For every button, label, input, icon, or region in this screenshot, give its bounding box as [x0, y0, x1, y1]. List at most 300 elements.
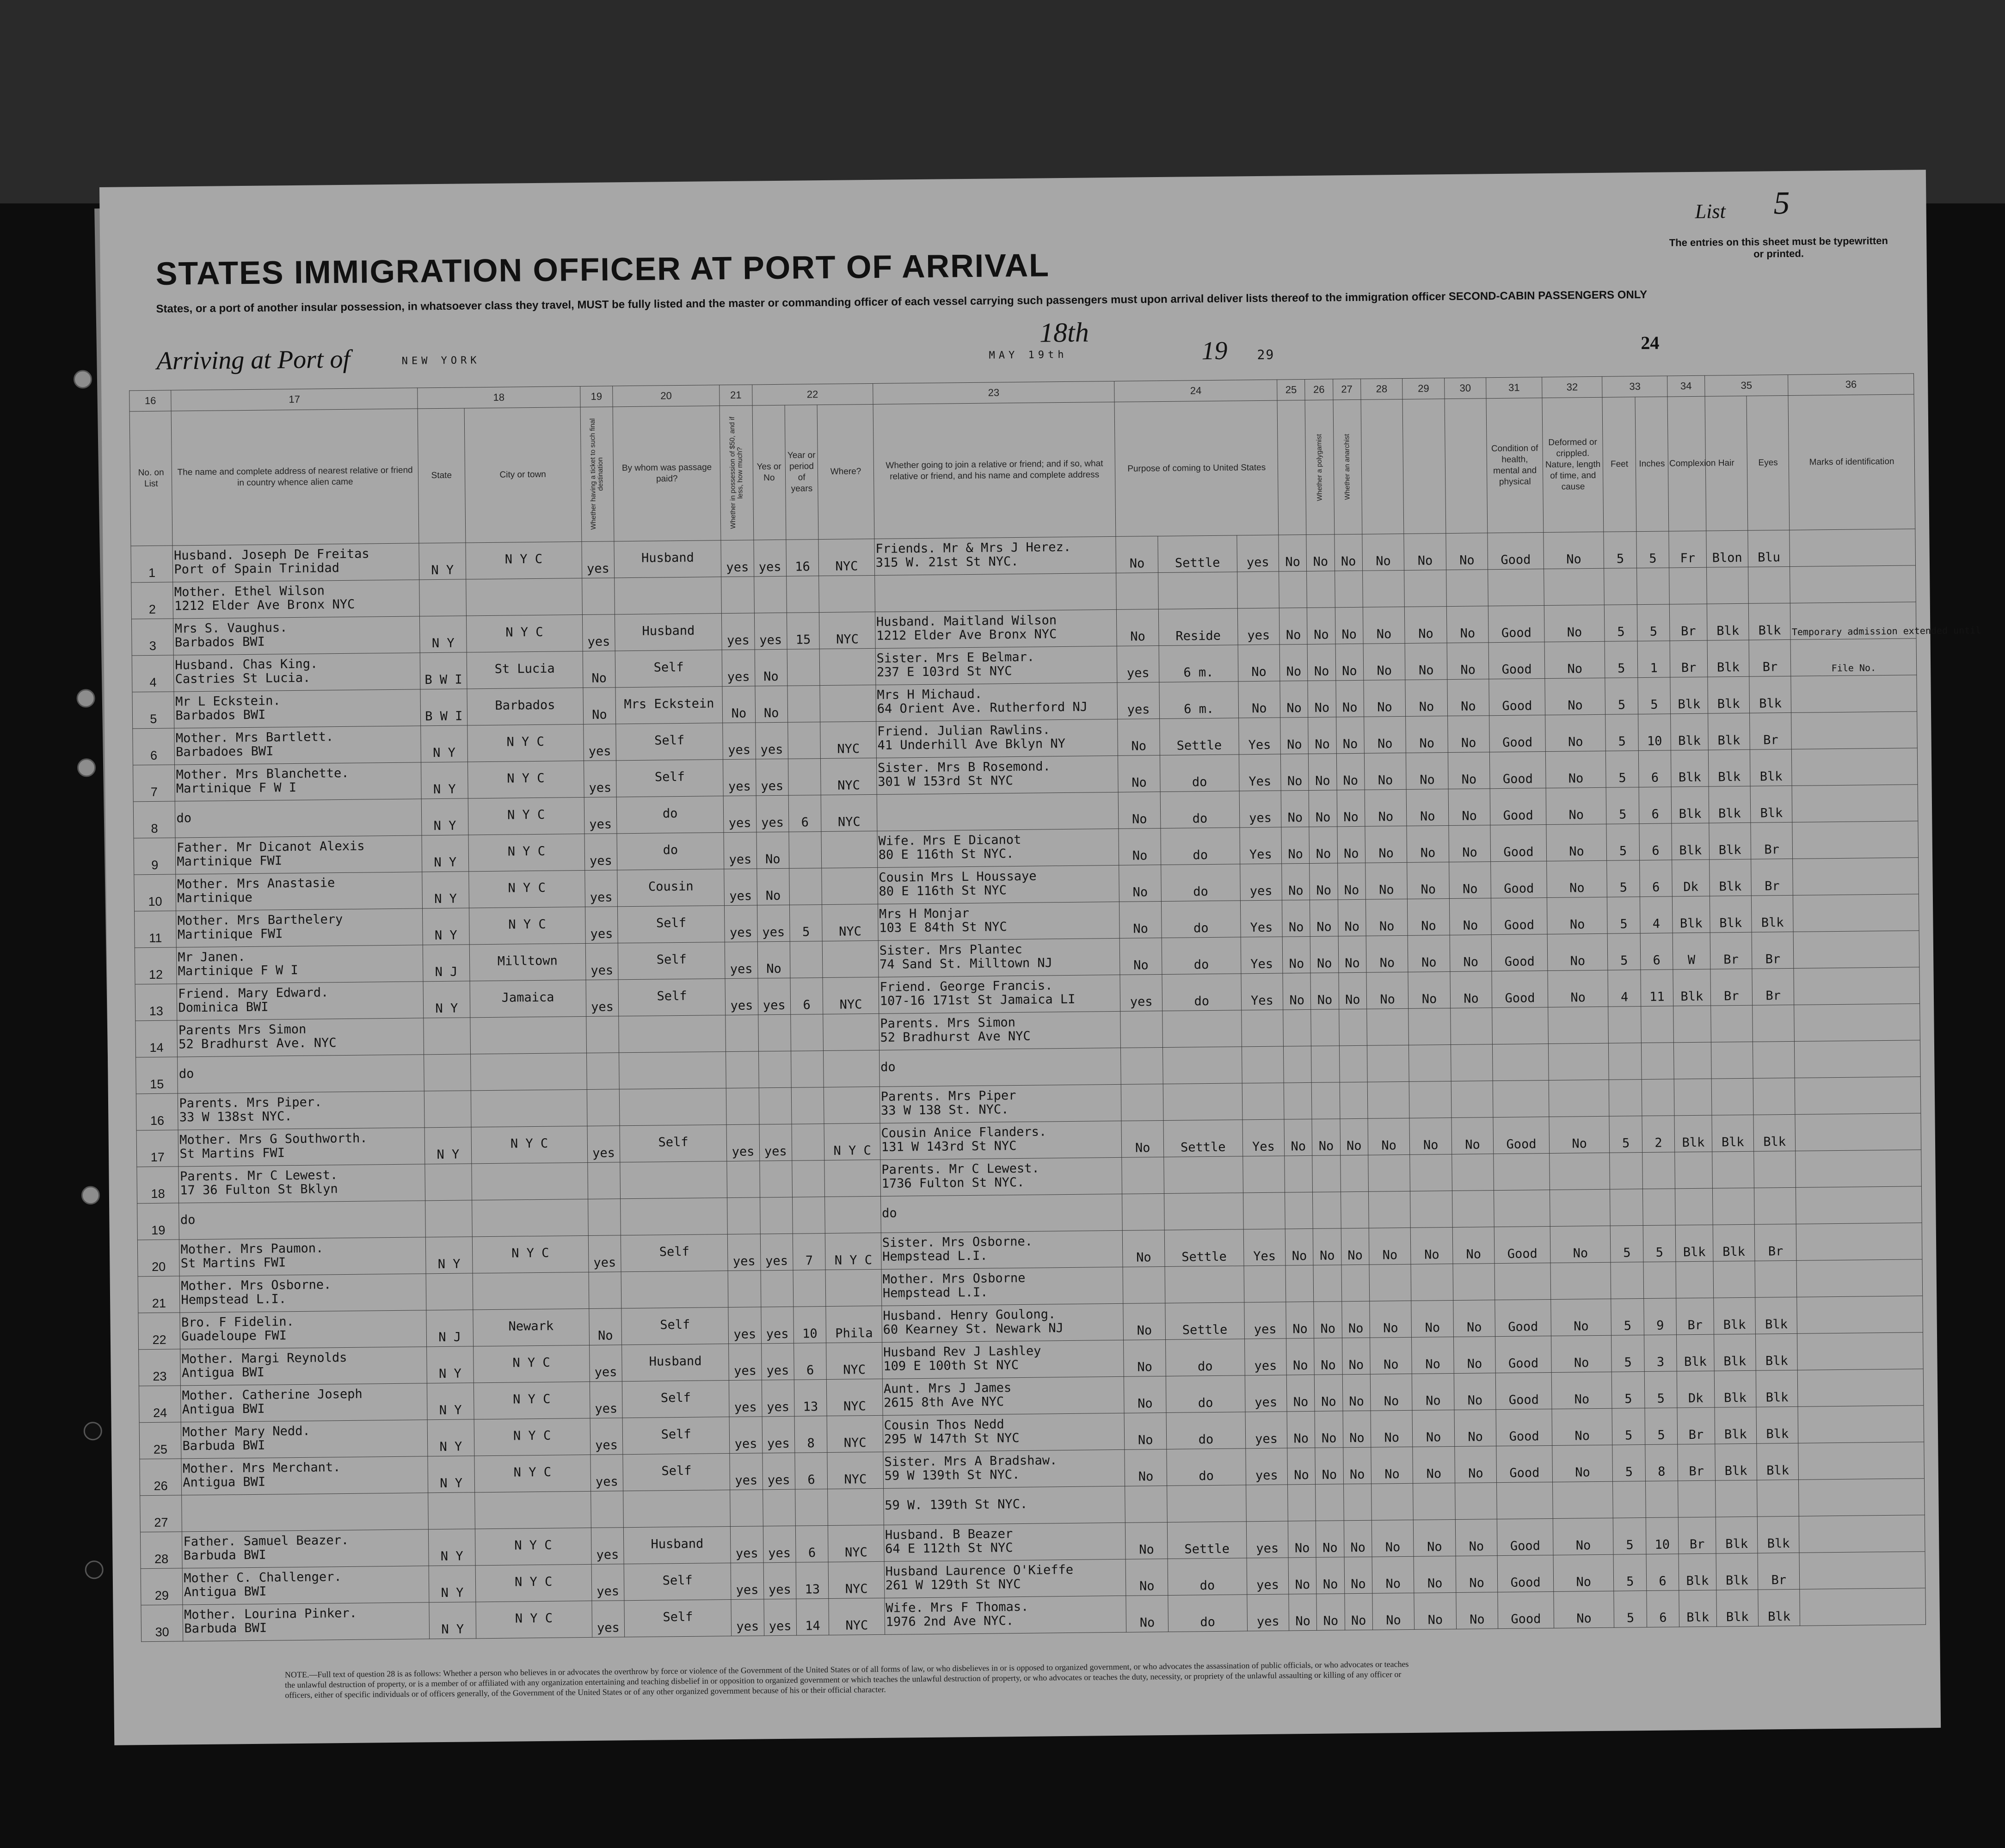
col29-cell	[1409, 1081, 1451, 1118]
col25-cell: No	[1280, 754, 1309, 791]
purpose-cell: No	[1119, 902, 1162, 939]
money-cell: No	[722, 686, 755, 723]
deformed-cell	[1550, 1262, 1611, 1299]
citizen-intent-cell	[1242, 1083, 1284, 1120]
years-cell: 6	[795, 1526, 828, 1563]
binder-hole	[81, 1186, 100, 1204]
marks-cell	[1792, 785, 1918, 823]
marks-cell	[1790, 529, 1915, 567]
marks-cell	[1793, 894, 1919, 932]
polygamist-cell: No	[1309, 790, 1337, 827]
joining-cell: Husband Laurence O'Kieffe 261 W 129th St NYC	[884, 1559, 1126, 1598]
ticket-cell: yes	[591, 1528, 624, 1565]
money-cell: yes	[725, 942, 757, 979]
complexion-cell: Blk	[1675, 1225, 1713, 1262]
anarchist-cell: No	[1340, 1118, 1368, 1155]
purpose-cell: No	[1123, 1303, 1165, 1340]
deformed-cell: No	[1549, 1116, 1610, 1153]
money-cell	[726, 1051, 759, 1088]
where-cell: N Y C	[824, 1123, 880, 1160]
colnum-21: 21	[720, 385, 752, 406]
col29-cell: No	[1407, 826, 1449, 863]
col28-cell: No	[1363, 607, 1405, 644]
complexion-cell	[1676, 1261, 1713, 1298]
marks-cell	[1792, 821, 1918, 859]
years-cell: 10	[793, 1307, 826, 1344]
length-of-stay-cell: Settle	[1165, 1302, 1245, 1340]
before-cell: yes	[762, 1380, 794, 1417]
money-cell: yes	[731, 1599, 764, 1636]
state-cell: N Y	[427, 1419, 474, 1456]
col29-cell: No	[1408, 899, 1450, 936]
row-number: 14	[135, 1020, 178, 1057]
citizen-intent-cell: Yes	[1240, 900, 1282, 937]
money-cell	[727, 1197, 760, 1234]
eyes-cell: Blk	[1749, 676, 1791, 713]
citizen-intent-cell: yes	[1246, 1521, 1288, 1558]
binder-hole	[84, 1422, 102, 1440]
anarchist-cell	[1339, 1045, 1367, 1082]
col28-cell	[1369, 1264, 1411, 1301]
before-cell: yes	[755, 722, 788, 759]
eyes-cell: Br	[1749, 639, 1791, 676]
joining-cell: Mrs H Monjar 103 E 84th St NYC	[878, 902, 1119, 940]
health-cell: Good	[1491, 898, 1547, 935]
years-cell: 8	[794, 1416, 827, 1453]
relative-cell: Mother. Margi Reynolds Antigua BWI	[180, 1347, 427, 1386]
joining-cell: Parents. Mrs Piper 33 W 138 St. NYC.	[879, 1084, 1121, 1123]
years-cell: 7	[793, 1234, 825, 1271]
col29-cell	[1411, 1264, 1453, 1301]
col30-cell: No	[1447, 679, 1489, 716]
purpose-cell	[1120, 1011, 1162, 1048]
col30-cell: No	[1447, 643, 1489, 680]
feet-cell: 5	[1605, 678, 1638, 715]
feet-cell: 5	[1604, 532, 1636, 569]
port-value: NEW YORK	[401, 355, 480, 367]
passage-paid-cell	[619, 1052, 726, 1089]
anarchist-cell	[1339, 1009, 1367, 1046]
polygamist-cell: No	[1310, 900, 1338, 937]
money-cell	[726, 1088, 759, 1125]
length-of-stay-cell: 6 m.	[1159, 681, 1239, 719]
inches-cell: 11	[1641, 970, 1673, 1007]
money-cell: yes	[722, 613, 755, 650]
where-cell: NYC	[819, 612, 875, 649]
passage-paid-cell	[619, 1015, 726, 1053]
state-cell	[424, 1091, 471, 1128]
before-cell: yes	[762, 1416, 795, 1453]
health-cell: Good	[1491, 934, 1547, 971]
year-suffix: 29	[1257, 347, 1275, 362]
ticket-cell: yes	[584, 870, 617, 907]
joining-cell: Sister. Mrs E Belmar. 237 E 103rd St NYC	[875, 646, 1117, 685]
complexion-cell: Blk	[1679, 1590, 1716, 1627]
feet-cell: 5	[1613, 1518, 1646, 1555]
eyes-cell	[1753, 1078, 1795, 1115]
feet-cell: 5	[1612, 1372, 1645, 1409]
before-cell: No	[756, 832, 789, 869]
marks-cell	[1799, 1515, 1925, 1553]
row-number: 8	[133, 801, 175, 838]
where-cell	[825, 1196, 881, 1233]
manifest-table	[129, 373, 1981, 1642]
inches-cell: 6	[1646, 1554, 1679, 1591]
marks-cell	[1798, 1369, 1924, 1407]
complexion-cell: Blk	[1673, 896, 1710, 933]
money-cell	[730, 1490, 763, 1527]
years-cell: 6	[793, 1343, 826, 1380]
deformed-cell	[1548, 1043, 1609, 1080]
years-cell	[791, 1087, 824, 1124]
deformed-cell: No	[1552, 1408, 1612, 1445]
where-cell: NYC	[823, 977, 879, 1014]
column-header-row	[129, 394, 1915, 546]
inches-cell	[1636, 568, 1669, 605]
purpose-cell: No	[1117, 609, 1159, 646]
joining-cell: do	[879, 1048, 1121, 1087]
deformed-cell: No	[1545, 678, 1605, 715]
before-cell: yes	[763, 1599, 796, 1636]
relative-cell: Mother. Catherine Joseph Antigua BWI	[181, 1383, 427, 1422]
relative-cell: do	[178, 1055, 424, 1093]
state-cell: N Y	[428, 1529, 475, 1566]
purpose-cell: No	[1118, 719, 1160, 756]
years-cell	[793, 1270, 826, 1307]
city-cell: N Y C	[471, 1126, 588, 1163]
joining-cell: Friends. Mr & Mrs J Herez. 315 W. 21st St NYC.	[874, 536, 1116, 575]
purpose-cell: No	[1124, 1412, 1166, 1449]
deformed-cell: No	[1546, 824, 1607, 861]
city-cell: N Y C	[467, 761, 584, 798]
joining-cell: Sister. Mrs Osborne. Hempstead L.I.	[881, 1230, 1123, 1269]
passage-paid-cell: Husband	[622, 1344, 729, 1381]
joining-cell: Wife. Mrs F Thomas. 1976 2nd Ave NYC.	[885, 1596, 1126, 1634]
passage-paid-cell: Self	[621, 1234, 728, 1272]
deformed-cell: No	[1548, 970, 1608, 1007]
before-cell	[763, 1489, 795, 1526]
complexion-cell: Blk	[1671, 750, 1709, 787]
feet-cell: 5	[1608, 933, 1641, 970]
feet-cell: 5	[1606, 787, 1639, 824]
col28-cell: No	[1366, 935, 1408, 972]
marks-cell	[1795, 1113, 1921, 1151]
state-cell	[419, 579, 466, 616]
polygamist-cell: No	[1314, 1302, 1342, 1338]
state-cell: B W I	[420, 652, 467, 689]
inches-cell: 5	[1637, 604, 1670, 641]
row-number: 28	[140, 1532, 182, 1569]
row-number: 27	[140, 1495, 182, 1532]
binder-hole	[74, 370, 92, 388]
health-cell	[1488, 569, 1544, 606]
joining-cell: Parents. Mr C Lewest. 1736 Fulton St NYC.	[880, 1157, 1122, 1196]
citizen-intent-cell: yes	[1237, 535, 1279, 572]
state-cell: N Y	[429, 1602, 476, 1639]
eyes-cell	[1753, 1005, 1795, 1042]
col25-cell: No	[1283, 973, 1311, 1010]
city-cell	[473, 1272, 589, 1309]
length-of-stay-cell: do	[1161, 828, 1240, 865]
passage-paid-cell: Cousin	[617, 869, 725, 907]
inches-cell	[1641, 1043, 1674, 1080]
colnum-25: 25	[1277, 379, 1305, 400]
deformed-cell: No	[1553, 1554, 1614, 1591]
col29-cell: No	[1413, 1446, 1455, 1483]
city-cell: N Y C	[474, 1418, 590, 1455]
eyes-cell	[1753, 1041, 1795, 1078]
eyes-cell: Br	[1754, 1224, 1796, 1261]
relative-cell: Mr Janen. Martinique F W I	[177, 945, 423, 984]
where-cell	[822, 867, 878, 904]
purpose-cell: yes	[1117, 646, 1159, 683]
before-cell: yes	[756, 795, 789, 832]
where-cell: NYC	[821, 794, 877, 831]
anarchist-cell: No	[1344, 1593, 1372, 1630]
col25-cell: No	[1281, 827, 1310, 864]
before-cell: yes	[760, 1234, 793, 1271]
col29-cell: No	[1411, 1228, 1453, 1265]
citizen-intent-cell: yes	[1239, 791, 1281, 828]
years-cell: 6	[788, 795, 821, 832]
col30-cell	[1451, 1008, 1493, 1045]
complexion-cell: Br	[1670, 640, 1707, 677]
marks-cell	[1794, 1004, 1920, 1042]
polygamist-cell: No	[1314, 1338, 1342, 1375]
passage-paid-cell: Self	[622, 1381, 729, 1418]
col28-cell: No	[1369, 1228, 1411, 1265]
colnum-18: 18	[418, 387, 580, 409]
complexion-cell: Br	[1670, 604, 1707, 641]
years-cell: 5	[789, 905, 822, 942]
hair-cell	[1711, 1042, 1753, 1079]
state-cell	[425, 1164, 472, 1201]
col25-cell: No	[1281, 790, 1309, 827]
length-of-stay-cell: Reside	[1158, 608, 1238, 646]
colnum-31: 31	[1486, 377, 1542, 399]
years-cell	[789, 868, 822, 905]
relative-cell: Parents Mrs Simon 52 Bradhurst Ave. NYC	[177, 1018, 424, 1057]
deformed-cell	[1552, 1481, 1613, 1518]
col28-cell: No	[1372, 1593, 1415, 1630]
hair-cell: Blk	[1708, 749, 1750, 786]
hdr-marks: Marks of identification	[1788, 394, 1915, 530]
col29-cell: No	[1407, 789, 1449, 826]
polygamist-cell: No	[1315, 1411, 1343, 1448]
col25-cell	[1284, 1046, 1312, 1083]
health-cell: Good	[1490, 825, 1546, 862]
deformed-cell: No	[1545, 751, 1606, 788]
marks-cell	[1797, 1332, 1923, 1370]
ticket-cell: yes	[590, 1381, 622, 1418]
feet-cell: 5	[1614, 1591, 1647, 1628]
col29-cell	[1404, 570, 1446, 607]
passage-paid-cell: Self	[622, 1417, 730, 1455]
state-cell: B W I	[420, 689, 467, 726]
hdr-year-period: Year or period of years	[785, 405, 818, 540]
polygamist-cell: No	[1310, 863, 1338, 900]
col25-cell: No	[1284, 1119, 1312, 1156]
purpose-cell	[1123, 1266, 1165, 1303]
complexion-cell: Blk	[1670, 677, 1708, 714]
relative-cell: Husband. Joseph De Freitas Port of Spain Trinidad	[172, 543, 419, 582]
citizen-intent-cell: yes	[1244, 1302, 1286, 1339]
feet-cell	[1610, 1153, 1642, 1190]
feet-cell	[1608, 1007, 1641, 1044]
citizen-intent-cell	[1242, 1156, 1285, 1193]
hair-cell	[1712, 1188, 1754, 1225]
state-cell: N Y	[427, 1383, 474, 1420]
inches-cell	[1641, 1006, 1673, 1043]
ticket-cell: yes	[588, 1235, 621, 1272]
col28-cell: No	[1371, 1447, 1413, 1484]
length-of-stay-cell: Settle	[1167, 1522, 1247, 1559]
col30-cell: No	[1449, 898, 1491, 935]
polygamist-cell	[1312, 1155, 1341, 1192]
hdr-state: State	[418, 408, 465, 543]
length-of-stay-cell	[1164, 1193, 1243, 1230]
state-cell: N J	[426, 1310, 473, 1347]
marks-cell	[1796, 1259, 1922, 1297]
col28-cell: No	[1366, 972, 1408, 1009]
purpose-cell	[1122, 1157, 1164, 1194]
col25-cell	[1283, 1009, 1311, 1046]
purpose-cell: yes	[1117, 682, 1159, 719]
inches-cell	[1642, 1189, 1675, 1226]
hair-cell: Blk	[1714, 1334, 1756, 1371]
ticket-cell: No	[583, 688, 616, 724]
anarchist-cell	[1340, 1082, 1368, 1119]
before-cell	[754, 576, 787, 613]
feet-cell	[1611, 1262, 1643, 1299]
eyes-cell: Br	[1751, 859, 1793, 896]
health-cell: Good	[1495, 1336, 1551, 1373]
col29-cell: No	[1412, 1374, 1454, 1411]
col30-cell: No	[1455, 1519, 1497, 1556]
passage-paid-cell: Mrs Eckstein	[615, 687, 723, 724]
polygamist-cell: No	[1316, 1521, 1344, 1558]
where-cell	[821, 831, 877, 868]
anarchist-cell: No	[1337, 826, 1365, 863]
col28-cell	[1368, 1154, 1410, 1191]
eyes-cell: Blk	[1757, 1443, 1799, 1480]
col30-cell: No	[1448, 789, 1490, 826]
relative-cell: Mother. Mrs Barthelery Martinique FWI	[176, 909, 423, 947]
feet-cell: 5	[1605, 641, 1638, 678]
purpose-cell: No	[1119, 865, 1161, 902]
hdr-money	[720, 405, 753, 540]
before-cell	[759, 1087, 792, 1124]
col29-cell: No	[1414, 1519, 1456, 1556]
hdr-polygamist	[1305, 400, 1334, 535]
citizen-intent-cell: yes	[1237, 608, 1279, 645]
years-cell	[790, 941, 823, 978]
col25-cell	[1285, 1192, 1313, 1229]
health-cell: Good	[1496, 1409, 1552, 1446]
ticket-cell: yes	[591, 1564, 624, 1601]
col28-cell	[1371, 1483, 1413, 1520]
health-cell: Good	[1490, 788, 1546, 825]
relative-cell: Mother. Mrs G Southworth. St Martins FWI	[178, 1128, 425, 1167]
length-of-stay-cell: do	[1162, 974, 1242, 1011]
feet-cell	[1604, 568, 1637, 605]
money-cell: yes	[726, 1124, 759, 1161]
colnum-36: 36	[1788, 374, 1914, 396]
col28-cell: No	[1364, 680, 1406, 717]
state-cell	[424, 1054, 471, 1091]
polygamist-cell: No	[1313, 1228, 1341, 1265]
where-cell	[828, 1488, 884, 1525]
col30-cell	[1452, 1154, 1494, 1191]
col29-cell: No	[1408, 935, 1450, 972]
hair-cell: Blk	[1707, 676, 1749, 713]
purpose-cell	[1116, 573, 1158, 610]
col25-cell	[1285, 1155, 1313, 1192]
passage-paid-cell: do	[617, 833, 724, 870]
citizen-intent-cell: Yes	[1238, 718, 1280, 755]
before-cell: yes	[753, 540, 786, 577]
joining-cell: Husband. Maitland Wilson 1212 Elder Ave Bronx NYC	[875, 609, 1117, 648]
anarchist-cell	[1335, 571, 1363, 608]
money-cell	[721, 577, 754, 614]
anarchist-cell: No	[1336, 753, 1365, 790]
col28-cell: No	[1372, 1520, 1414, 1557]
col29-cell: No	[1406, 716, 1448, 753]
passage-paid-cell	[619, 1088, 726, 1126]
money-cell: yes	[725, 905, 757, 942]
joining-cell: Husband. B Beazer 64 E 112th St NYC	[884, 1523, 1126, 1561]
inches-cell: 6	[1647, 1590, 1679, 1627]
joining-cell: Husband Rev J Lashley 109 E 100th St NYC	[882, 1340, 1124, 1379]
purpose-cell: No	[1123, 1230, 1165, 1267]
state-cell: N Y	[423, 908, 469, 945]
where-cell: NYC	[827, 1452, 883, 1489]
footnote: NOTE.—Full text of question 28 is as follows: Whether a person who believes in or advocates the overthrow by force or violence of the Government of the United States or of all forms of law, or who disbelieves in or is opposed to organized government, or who advocates the assassination of public officials, or who advocates or teaches the unlawful destruction of property, or is a member of or affiliated with any organization entertaining and teaching disbelief in or opposition to organized government or which teaches the unlawful destruction of property, or who advocates or teaches the duty, necessity, or propriety of the unlawful assaulting or killing of any officer or officers, either of specific individuals or of officers generally, of the Government of the United States or of any other organized government because of his or their official character.	[284, 1659, 1409, 1700]
anarchist-cell: No	[1341, 1301, 1370, 1338]
ticket-cell: yes	[585, 907, 618, 944]
polygamist-cell	[1313, 1192, 1341, 1229]
col28-cell: No	[1364, 753, 1406, 790]
purpose-cell: No	[1119, 829, 1161, 866]
feet-cell	[1609, 1080, 1642, 1117]
purpose-cell: No	[1124, 1376, 1166, 1413]
inches-cell	[1643, 1262, 1676, 1299]
length-of-stay-cell: Settle	[1164, 1229, 1244, 1267]
ticket-cell: yes	[590, 1455, 623, 1492]
citizen-intent-cell: yes	[1245, 1448, 1287, 1485]
money-cell: yes	[723, 723, 756, 760]
marks-cell	[1791, 675, 1917, 713]
passage-paid-cell	[623, 1490, 731, 1528]
length-of-stay-cell	[1167, 1485, 1246, 1523]
polygamist-cell: No	[1306, 534, 1335, 571]
col30-cell	[1455, 1483, 1497, 1520]
citizen-intent-cell: Yes	[1241, 937, 1283, 974]
polygamist-cell	[1307, 571, 1335, 608]
anarchist-cell: No	[1335, 534, 1363, 571]
arriving-label: Arriving at Port of	[156, 344, 351, 375]
years-cell	[792, 1197, 825, 1234]
years-cell	[792, 1124, 824, 1161]
money-cell	[727, 1161, 760, 1198]
colnum-24: 24	[1114, 380, 1277, 402]
city-cell: Milltown	[469, 943, 586, 981]
col25-cell: No	[1288, 1557, 1316, 1594]
eyes-cell: Blk	[1751, 895, 1793, 932]
col29-cell: No	[1408, 972, 1450, 1009]
hair-cell	[1710, 1005, 1753, 1042]
health-cell	[1494, 1153, 1550, 1190]
